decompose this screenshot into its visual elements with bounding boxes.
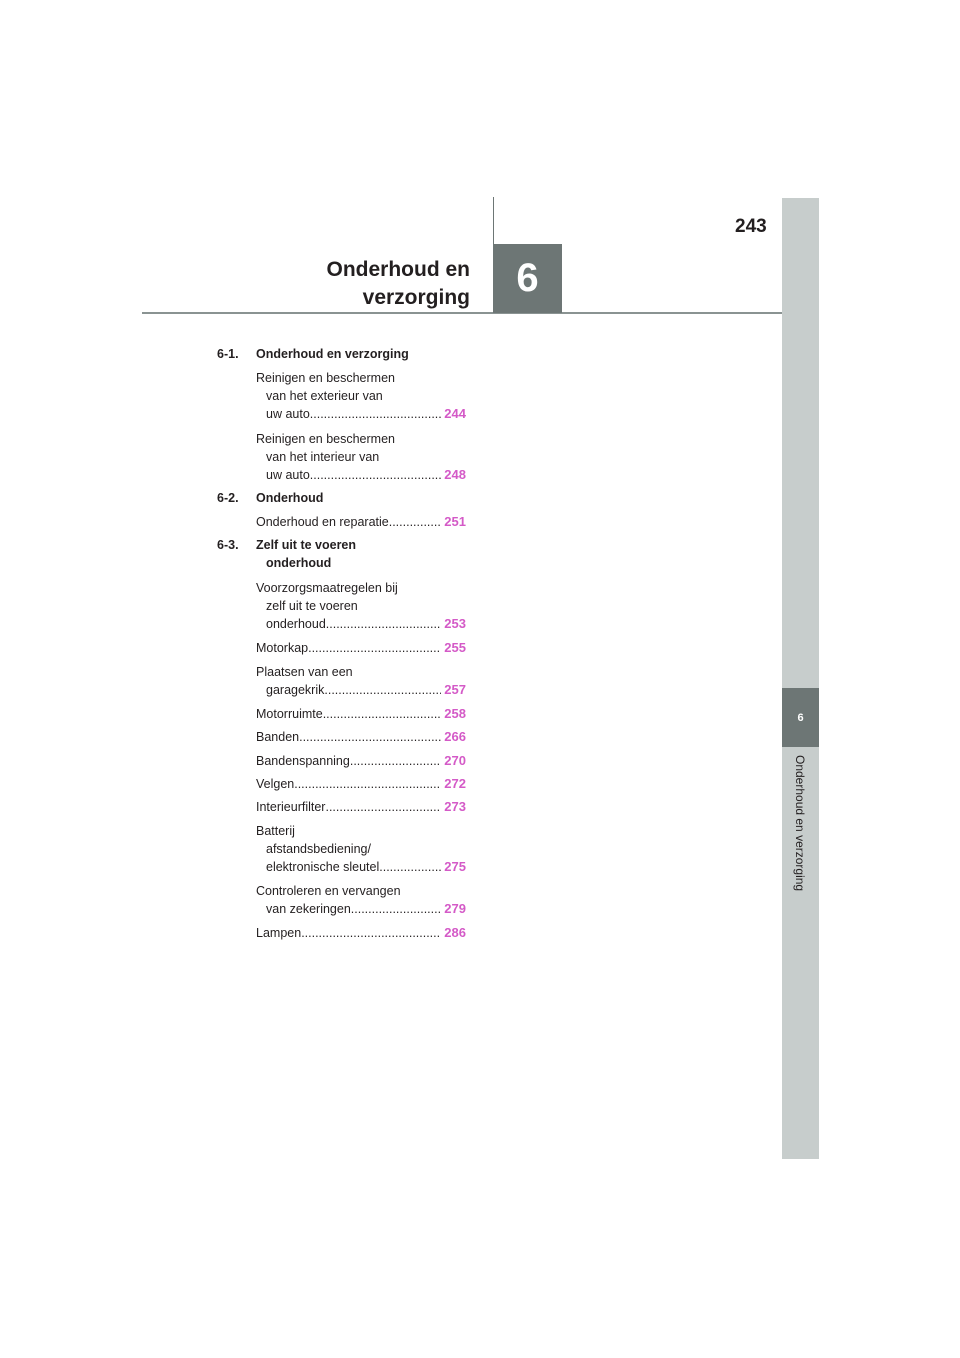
side-tab-label-text: Onderhoud en verzorging [792, 755, 807, 892]
toc-entry[interactable] [256, 639, 466, 657]
page-link[interactable]: 255 [444, 640, 466, 655]
section-number: 6-1. [217, 347, 239, 361]
toc-entry[interactable] [256, 663, 466, 699]
section-number: 6-3. [217, 538, 239, 552]
toc-entry[interactable] [256, 752, 466, 770]
side-tab [782, 198, 819, 1159]
toc-entry[interactable] [256, 579, 466, 633]
page-link[interactable]: 279 [444, 901, 466, 916]
leader-dots [294, 775, 441, 793]
toc-entry[interactable] [256, 924, 466, 942]
page-link[interactable]: 273 [444, 799, 466, 814]
page-number: 243 [735, 216, 767, 237]
entry-line: Banden [256, 730, 300, 744]
toc-entry[interactable] [256, 728, 466, 746]
section-title-line: Onderhoud [256, 491, 324, 505]
page-link[interactable]: 253 [444, 616, 466, 631]
toc-entry[interactable] [256, 882, 466, 918]
toc-entry[interactable] [256, 775, 466, 793]
leader-dots [299, 728, 441, 746]
entry-line: Velgen [256, 777, 295, 791]
leader-dots [325, 798, 441, 816]
entry-line: Motorkap [256, 641, 309, 655]
section-title-line: onderhoud [266, 556, 332, 570]
page-link[interactable]: 258 [444, 706, 466, 721]
leader-dots [323, 705, 442, 723]
section-title-line: Onderhoud en verzorging [256, 347, 409, 361]
entry-line: uw auto [266, 407, 310, 421]
entry-line: garagekrik [266, 683, 325, 697]
section-title[interactable] [256, 536, 356, 572]
entry-line: Batterij [256, 824, 295, 838]
toc-entry[interactable] [256, 822, 466, 876]
toc-entry[interactable] [256, 430, 466, 484]
section-number: 6-2. [217, 491, 239, 505]
page-link[interactable]: 257 [444, 682, 466, 697]
entry-line: Controleren en vervangen [256, 884, 401, 898]
entry-line: van het interieur van [266, 450, 380, 464]
leader-dots [379, 858, 441, 876]
toc-entry[interactable] [256, 705, 466, 723]
leader-dots [389, 513, 442, 531]
leader-dots [301, 924, 441, 942]
toc-entry[interactable] [256, 513, 466, 531]
chapter-title-line-2: verzorging [362, 286, 470, 309]
entry-line: Voorzorgsmaatregelen bij [256, 581, 398, 595]
chapter-title [170, 256, 470, 312]
entry-line: Interieurfilter [256, 800, 326, 814]
section-title[interactable] [256, 345, 409, 363]
entry-line: afstandsbediening/ [266, 842, 371, 856]
side-tab-label [782, 755, 819, 920]
entry-line: van zekeringen [266, 902, 351, 916]
entry-line: Bandenspanning [256, 754, 350, 768]
section-title-line: Zelf uit te voeren [256, 538, 357, 552]
page-link[interactable]: 286 [444, 925, 466, 940]
leader-dots [351, 900, 442, 918]
chapter-title-line-1: Onderhoud en [326, 258, 470, 281]
page-link[interactable]: 270 [444, 753, 466, 768]
side-tab-number[interactable]: 6 [782, 688, 819, 747]
page-link[interactable]: 266 [444, 729, 466, 744]
page-link[interactable]: 248 [444, 467, 466, 482]
chapter-number-box: 6 [493, 244, 562, 313]
section-title[interactable] [256, 489, 323, 507]
toc-entry[interactable] [256, 369, 466, 423]
page-link[interactable]: 251 [444, 514, 466, 529]
entry-line: Plaatsen van een [256, 665, 353, 679]
leader-dots [350, 752, 441, 770]
toc-entry[interactable] [256, 798, 466, 816]
leader-dots [308, 639, 441, 657]
entry-line: Onderhoud en reparatie [256, 515, 389, 529]
entry-line: onderhoud [266, 617, 326, 631]
entry-line: Reinigen en beschermen [256, 432, 395, 446]
entry-line: zelf uit te voeren [266, 599, 358, 613]
entry-line: van het exterieur van [266, 389, 383, 403]
entry-line: Motorruimte [256, 707, 323, 721]
leader-dots [310, 405, 442, 423]
header-horizontal-rule [142, 312, 782, 314]
entry-line: elektronische sleutel [266, 860, 380, 874]
entry-line: uw auto [266, 468, 310, 482]
page-link[interactable]: 244 [444, 406, 466, 421]
leader-dots [324, 681, 441, 699]
page-link[interactable]: 275 [444, 859, 466, 874]
entry-line: Reinigen en beschermen [256, 371, 395, 385]
leader-dots [310, 466, 442, 484]
leader-dots [326, 615, 442, 633]
entry-line: Lampen [256, 926, 302, 940]
page-link[interactable]: 272 [444, 776, 466, 791]
